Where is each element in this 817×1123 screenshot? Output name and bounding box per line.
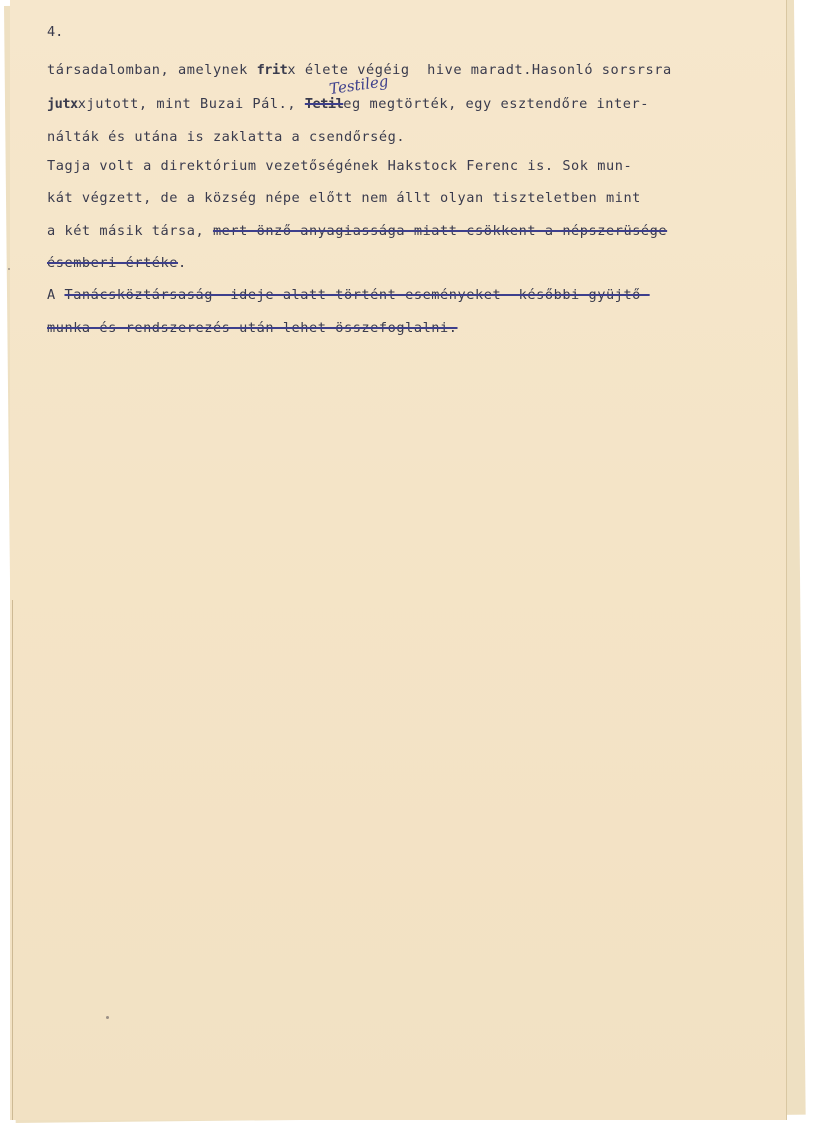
- text-line-2: [47, 96, 649, 112]
- handwritten-annotation: Testileg: [328, 71, 390, 99]
- text-line-7: [47, 255, 187, 271]
- struck-phrase: munka és rendszerezés után lehet összefoglalni.: [47, 320, 458, 336]
- sheet-edge-mark: [12, 600, 13, 1120]
- overtyped-word: jutx: [47, 96, 78, 112]
- line8-start: A: [47, 287, 65, 303]
- line6-start: a két másik társa,: [47, 223, 213, 239]
- text-line-6: [47, 223, 667, 239]
- line2-start: xjutott, mint Buzai Pál.,: [77, 96, 305, 112]
- text-line-9: [47, 320, 458, 336]
- paper-speck: [8, 268, 10, 270]
- line1-end: x élete végéig hive maradt.Hasonló sorsrsra: [287, 62, 672, 78]
- line2-end: eg megtörték, egy esztendőre inter-: [343, 96, 649, 112]
- overtyped-word: frit: [256, 62, 288, 78]
- line1-start: társadalomban, amelynek: [47, 62, 257, 78]
- struck-phrase: Tanácsköztársaság ideje alatt történt eseményeket későbbi gyüjtő-: [64, 287, 650, 303]
- struck-phrase: mert önző anyagiassága miatt csökkent a népszerüsége: [212, 223, 668, 239]
- paper-speck: [106, 1016, 109, 1019]
- text-line-5: kát végzett, de a község népe előtt nem állt olyan tiszteletben mint: [47, 190, 641, 206]
- struck-phrase: ésemberi értéke: [47, 255, 179, 271]
- page-number: 4.: [47, 24, 64, 40]
- struck-word: Tetil: [304, 96, 344, 112]
- text-line-8: [47, 287, 650, 303]
- line7-end: .: [178, 255, 187, 271]
- text-line-4: Tagja volt a direktórium vezetőségének Hakstock Ferenc is. Sok mun-: [47, 158, 633, 174]
- text-line-3: nálták és utána is zaklatta a csendőrség.: [47, 129, 406, 145]
